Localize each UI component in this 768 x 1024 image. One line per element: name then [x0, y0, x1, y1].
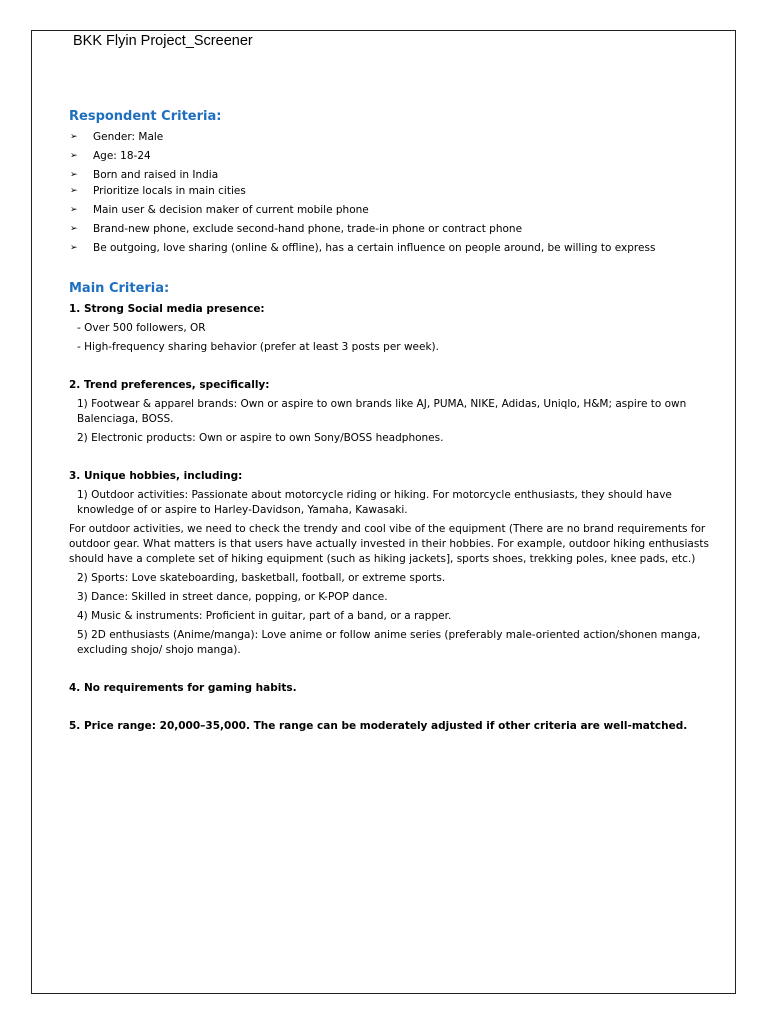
arrow-bullet-icon: ➢ [70, 151, 78, 161]
arrow-bullet-icon: ➢ [70, 205, 78, 215]
respondent-criteria-list [69, 130, 709, 260]
main-criteria-title: Main Criteria: [69, 281, 170, 296]
list-item: ➢ Main user & decision maker of current mobile phone [70, 204, 369, 216]
criteria-3-item: 1) Outdoor activities: Passionate about motorcycle riding or hiking. For motorcycle enthusiasts, they should have knowledge of or aspire to Harley-Davidson, Yamaha, Kawasaki. [77, 489, 672, 516]
list-item: ➢ Be outgoing, love sharing (online & offline), has a certain influence on people around, be willing to express [70, 242, 656, 254]
criteria-3-item: 2) Sports: Love skateboarding, basketball, football, or extreme sports. [77, 572, 446, 584]
list-item: ➢ Gender: Male [70, 131, 164, 143]
criteria-2-item: 1) Footwear & apparel brands: Own or aspire to own brands like AJ, PUMA, NIKE, Adidas, Uniqlo, H&M; aspire to own Balenciaga, BOSS. [77, 398, 687, 425]
criteria-1-item: - Over 500 followers, OR [77, 322, 206, 334]
criteria-3-item: 3) Dance: Skilled in street dance, popping, or K-POP dance. [77, 591, 388, 603]
list-item: ➢ Prioritize locals in main cities [70, 185, 246, 197]
criteria-1-title: 1. Strong Social media presence: [69, 303, 265, 315]
document-body [69, 108, 709, 734]
arrow-bullet-icon: ➢ [70, 170, 78, 180]
criteria-5-title: 5. Price range: 20,000–35,000. The range can be moderately adjusted if other criteria are well-matched. [69, 720, 688, 732]
list-item: ➢ Brand-new phone, exclude second-hand phone, trade-in phone or contract phone [70, 223, 523, 235]
criteria-3-title: 3. Unique hobbies, including: [69, 470, 243, 482]
criteria-3-item: For outdoor activities, we need to check the trendy and cool vibe of the equipment (There are no brand requirements for outdoor gear. What matters is that users have actually invested in their hobbies. For example, outdoor hiking enthusiasts should have a complete set of hiking equipment (such as hiking jackets], sports shoes, trekking poles, knee pads, etc.) [69, 523, 709, 565]
arrow-bullet-icon: ➢ [70, 224, 78, 234]
document-header: BKK Flyin Project_Screener [73, 33, 253, 49]
criteria-4-title: 4. No requirements for gaming habits. [69, 682, 297, 694]
criteria-3-item: 5) 2D enthusiasts (Anime/manga): Love anime or follow anime series (preferably male-oriented action/shonen manga, excluding shojo/ shojo manga). [77, 629, 701, 656]
list-item: ➢ Age: 18-24 [70, 150, 151, 162]
criteria-2-title: 2. Trend preferences, specifically: [69, 379, 270, 391]
list-item: ➢ Born and raised in India [70, 169, 219, 181]
criteria-1-item: - High-frequency sharing behavior (prefer at least 3 posts per week). [77, 341, 439, 353]
arrow-bullet-icon: ➢ [70, 243, 78, 253]
criteria-3-item: 4) Music & instruments: Proficient in guitar, part of a band, or a rapper. [77, 610, 452, 622]
criteria-2-item: 2) Electronic products: Own or aspire to own Sony/BOSS headphones. [77, 432, 444, 444]
arrow-bullet-icon: ➢ [70, 186, 78, 196]
arrow-bullet-icon: ➢ [70, 132, 78, 142]
respondent-criteria-title: Respondent Criteria: [69, 109, 222, 124]
